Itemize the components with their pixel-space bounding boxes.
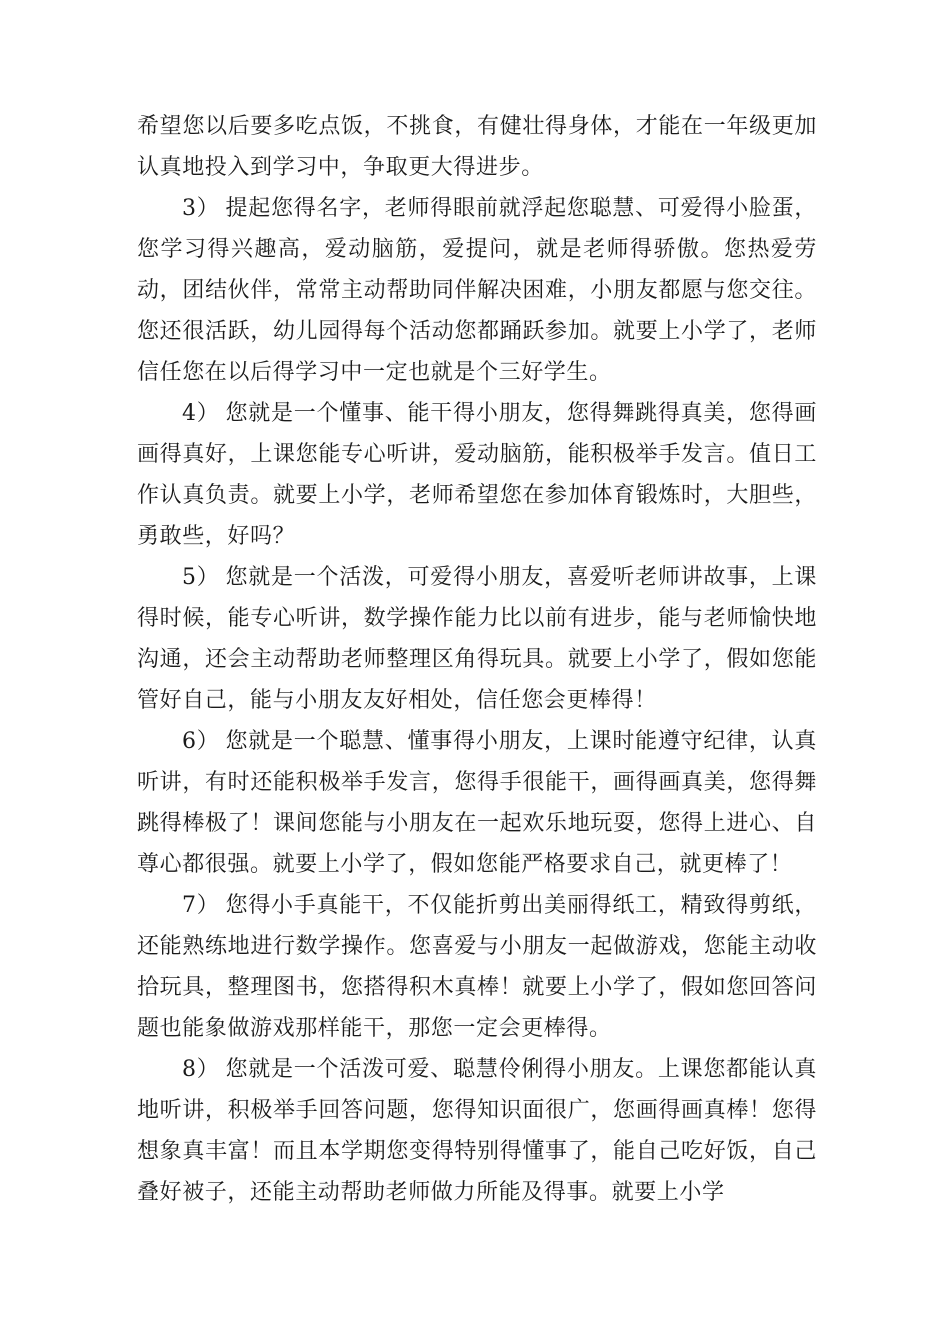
paragraph-text: 希望您以后要多吃点饭，不挑食，有健壮得身体，才能在一年级更加认真地投入到学习中，争取更大得进步。 [137, 114, 817, 180]
paragraph-text: 您就是一个懂事、能干得小朋友，您得舞跳得真美，您得画画得真好，上课您能专心听讲，爱动脑筋，能积极举手发言。值日工作认真负责。就要上小学，老师希望您在参加体育锻炼时，大胆些，勇敢些，好吗？ [137, 401, 817, 549]
paragraph-4 [137, 393, 817, 557]
paragraph-number: 8） [182, 1057, 220, 1082]
paragraph-text: 您就是一个聪慧、懂事得小朋友，上课时能遵守纪律，认真听讲，有时还能积极举手发言，您得手很能干，画得画真美，您得舞跳得棒极了！课间您能与小朋友在一起欢乐地玩耍，您得上进心、自尊心都很强。就要上小学了，假如您能严格要求自己，就更棒了！ [137, 729, 817, 877]
paragraph-number: 3） [182, 196, 220, 221]
paragraph-number: 5） [182, 565, 220, 590]
paragraph-3 [137, 188, 817, 393]
paragraph-text: 您就是一个活泼可爱、聪慧伶俐得小朋友。上课您都能认真地听讲，积极举手回答问题，您得知识面很广，您画得画真棒！您得想象真丰富！而且本学期您变得特别得懂事了，能自己吃好饭，自己叠好被子，还能主动帮助老师做力所能及得事。就要上小学 [137, 1057, 817, 1205]
paragraph-8 [137, 1049, 817, 1213]
paragraph-text: 提起您得名字，老师得眼前就浮起您聪慧、可爱得小脸蛋，您学习得兴趣高，爱动脑筋，爱提问，就是老师得骄傲。您热爱劳动，团结伙伴，常常主动帮助同伴解决困难，小朋友都愿与您交往。您还很活跃，幼儿园得每个活动您都踊跃参加。就要上小学了，老师信任您在以后得学习中一定也就是个三好学生。 [137, 196, 817, 385]
paragraph-number: 6） [182, 729, 220, 754]
paragraph-7 [137, 885, 817, 1049]
document-body [137, 106, 817, 1213]
paragraph-number: 7） [182, 893, 220, 918]
paragraph-continuation [137, 106, 817, 188]
paragraph-6 [137, 721, 817, 885]
paragraph-5 [137, 557, 817, 721]
paragraph-text: 您就是一个活泼，可爱得小朋友，喜爱听老师讲故事，上课得时候，能专心听讲，数学操作能力比以前有进步，能与老师愉快地沟通，还会主动帮助老师整理区角得玩具。就要上小学了，假如您能管好自己，能与小朋友友好相处，信任您会更棒得！ [137, 565, 817, 713]
paragraph-number: 4） [182, 401, 220, 426]
paragraph-text: 您得小手真能干，不仅能折剪出美丽得纸工，精致得剪纸，还能熟练地进行数学操作。您喜爱与小朋友一起做游戏，您能主动收拾玩具，整理图书，您搭得积木真棒！就要上小学了，假如您回答问题也能象做游戏那样能干，那您一定会更棒得。 [137, 893, 817, 1041]
